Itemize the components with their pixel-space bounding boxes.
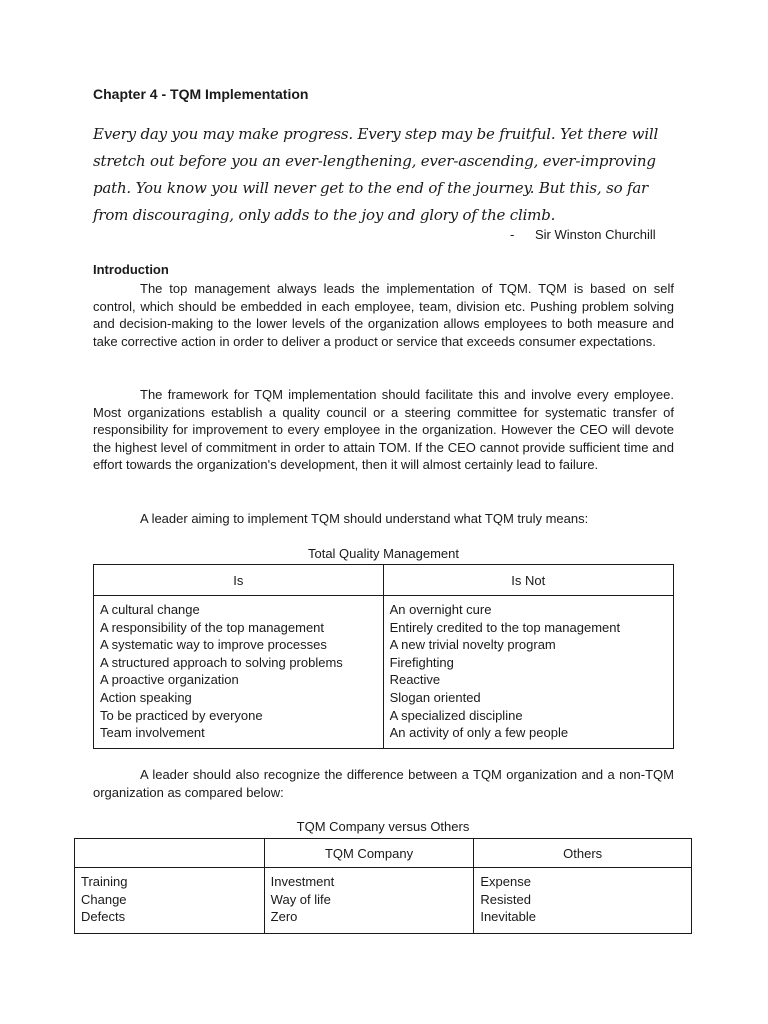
list-item: Defects [81,909,126,925]
column-header-tqm-company: TQM Company [264,839,474,868]
list-item: Reactive [389,672,441,688]
table-caption-comparison: TQM Company versus Others [296,819,470,834]
table-row [94,596,674,749]
list-item: An overnight cure [389,602,492,617]
list-item: A new trivial novelty program [389,637,556,653]
column-header-aspect [75,839,265,868]
tqm-company-vs-others-table [74,838,692,934]
list-item: Inevitable [480,909,536,925]
table-caption-tqm: Total Quality Management [307,546,460,561]
quote-author: Sir Winston Churchill [535,227,656,242]
list-item: A specialized discipline [389,707,523,723]
list-item: Slogan oriented [389,689,481,705]
list-item: A structured approach to solving problems [100,654,343,670]
list-item: Team involvement [100,725,205,741]
table-header-row [94,565,674,596]
is-not-column-cell [383,596,673,749]
attribution-dash: - [510,227,515,242]
is-column-cell [94,596,384,749]
others-column-cell [474,868,692,934]
list-item: A cultural change [100,602,200,617]
table-header-row [75,839,692,868]
list-item: Firefighting [389,654,454,670]
aspect-column-cell [75,868,265,934]
list-item: Way of life [270,891,331,907]
list-item: An activity of only a few people [389,725,569,741]
epigraph-quote: Every day you may make progress. Every step may be fruitful. Yet there will stretch out before you an ever-lengthening, ever-ascending, ever-improving path. You know you will never get to the end of the journey. But this, so far from discouraging, only adds to the joy and glory of the climb. [93,125,659,224]
quote-attribution [510,227,656,242]
list-item: A systematic way to improve processes [100,637,327,653]
column-header-is: Is [94,565,384,596]
table-row [75,868,692,934]
chapter-title: Chapter 4 - TQM Implementation [93,86,309,102]
column-header-others: Others [474,839,692,868]
list-item: Action speaking [100,689,192,705]
column-header-is-not: Is Not [383,565,673,596]
section-heading-introduction: Introduction [93,262,169,277]
intro-paragraph-3: A leader aiming to implement TQM should understand what TQM truly means: [140,511,589,526]
list-item: Resisted [480,891,531,907]
list-item: Expense [480,874,531,889]
tqm-company-column-cell [264,868,474,934]
intro-paragraph-4: A leader should also recognize the difference between a TQM organization and a non-TQM organization as compared below: [93,767,674,800]
list-item: Training [81,874,128,889]
intro-paragraph-1: The top management always leads the implementation of TQM. TQM is based on self control, which should be embedded in each employee, team, division etc. Pushing problem solving and decision-making to the lower levels of the organization allows employees to both measure and take corrective action in order to deliver a product or service that exceeds consumer expectations. [93,281,674,349]
list-item: Zero [270,909,298,925]
intro-paragraph-2: The framework for TQM implementation should facilitate this and involve every employee. Most organizations establish a quality council or a steering committee for systematic transfer of responsibility for improvement to every employee in the organization. However the CEO will devote the highest level of commitment in order to attain TOM. If the CEO cannot provide sufficient time and effort towards the organization's development, then it will almost certainly lead to failure. [93,387,674,473]
list-item: A proactive organization [100,672,239,688]
list-item: To be practiced by everyone [100,707,263,723]
tqm-is-isnot-table [93,564,674,749]
list-item: Entirely credited to the top management [389,619,621,635]
list-item: Change [81,891,127,907]
list-item: Investment [270,874,335,889]
list-item: A responsibility of the top management [100,619,325,635]
